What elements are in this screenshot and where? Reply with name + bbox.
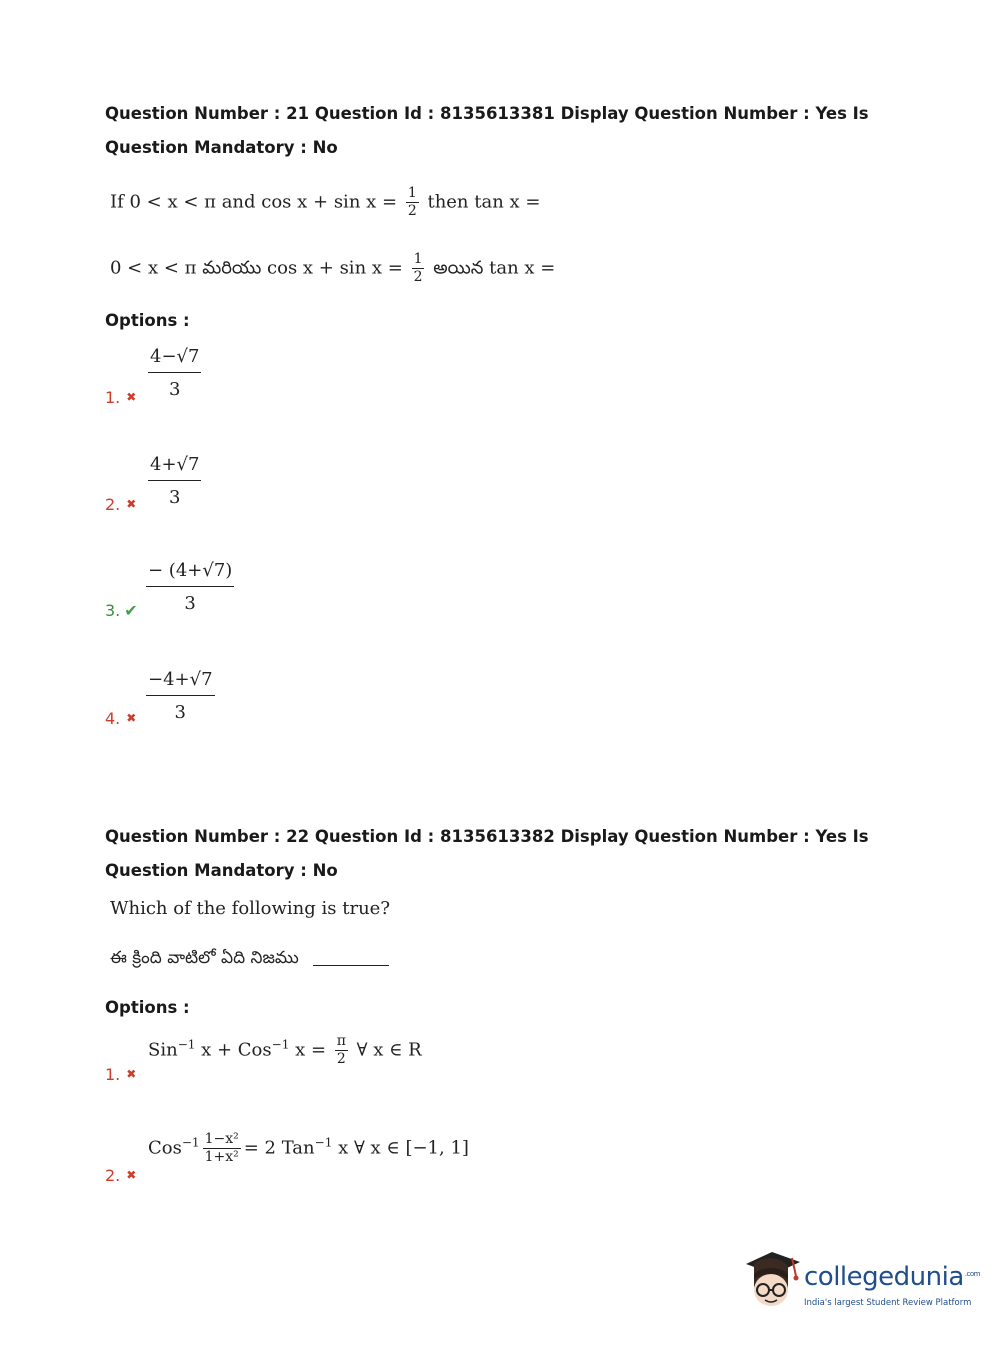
collegedunia-logo[interactable]: [742, 1246, 980, 1326]
brand-name: collegedunia$^{.com}$: [804, 1262, 980, 1292]
wrong-answer-icon: ✖: [126, 390, 137, 404]
q21-option-3: 3. ✔: [105, 601, 138, 620]
q22-option-2-value: Cos$^{-1}$ $\frac{\text{1−x²}}{\text{1+x²}}$ = 2 Tan$^{-1}$ x ∀ x ∈ [−1, 1]: [148, 1131, 469, 1165]
question-22-text-english: Which of the following is true?: [110, 898, 390, 919]
q22-option-1-value: Sin$^{-1}$ x + Cos$^{-1}$ x = $\frac{\pi}{2}$ ∀ x ∈ R: [148, 1033, 422, 1067]
correct-answer-check-icon: ✔: [124, 601, 138, 620]
wrong-answer-icon: ✖: [126, 711, 137, 725]
q21-option-4-value: $\frac{-4+√7}{3}$: [148, 669, 213, 723]
q21-option-2: 2. ✖: [105, 495, 137, 514]
q21-option-4: 4. ✖: [105, 709, 137, 728]
question-22-options-label: Options :: [105, 998, 190, 1017]
q21-option-1-value: $\frac{4-√7}{3}$: [150, 346, 200, 400]
question-21-text-telugu: 0 < x < π మరియు cos x + sin x = $\frac{1}{2}$ అయిన tan x =: [110, 251, 556, 285]
wrong-answer-icon: ✖: [126, 1067, 137, 1081]
wrong-answer-icon: ✖: [126, 1168, 137, 1182]
q21-option-3-value: $\frac{- (4+√7)}{3}$: [148, 560, 233, 614]
wrong-answer-icon: ✖: [126, 497, 137, 511]
mascot-icon: [742, 1246, 802, 1322]
brand-tagline: India's largest Student Review Platform: [804, 1298, 972, 1308]
question-22-header: Question Number : 22 Question Id : 8135613382 Display Question Number : Yes Is Question Mandatory : No: [105, 827, 869, 880]
question-21-options-label: Options :: [105, 311, 190, 330]
question-22-text-telugu: ఈ క్రింది వాటిలో ఏది నిజము: [110, 948, 389, 972]
q21-option-2-value: $\frac{4+√7}{3}$: [150, 454, 200, 508]
q22-option-1: 1. ✖: [105, 1065, 137, 1084]
q21-option-1: 1. ✖: [105, 388, 137, 407]
q22-option-2: 2. ✖: [105, 1166, 137, 1185]
question-21-header: Question Number : 21 Question Id : 8135613381 Display Question Number : Yes Is Question Mandatory : No: [105, 104, 869, 157]
brand-domain: .com: [964, 1270, 980, 1278]
answer-blank: [313, 965, 389, 966]
question-21-text-english: If 0 < x < π and cos x + sin x = $\frac{1}{2}$ then tan x =: [110, 185, 541, 219]
